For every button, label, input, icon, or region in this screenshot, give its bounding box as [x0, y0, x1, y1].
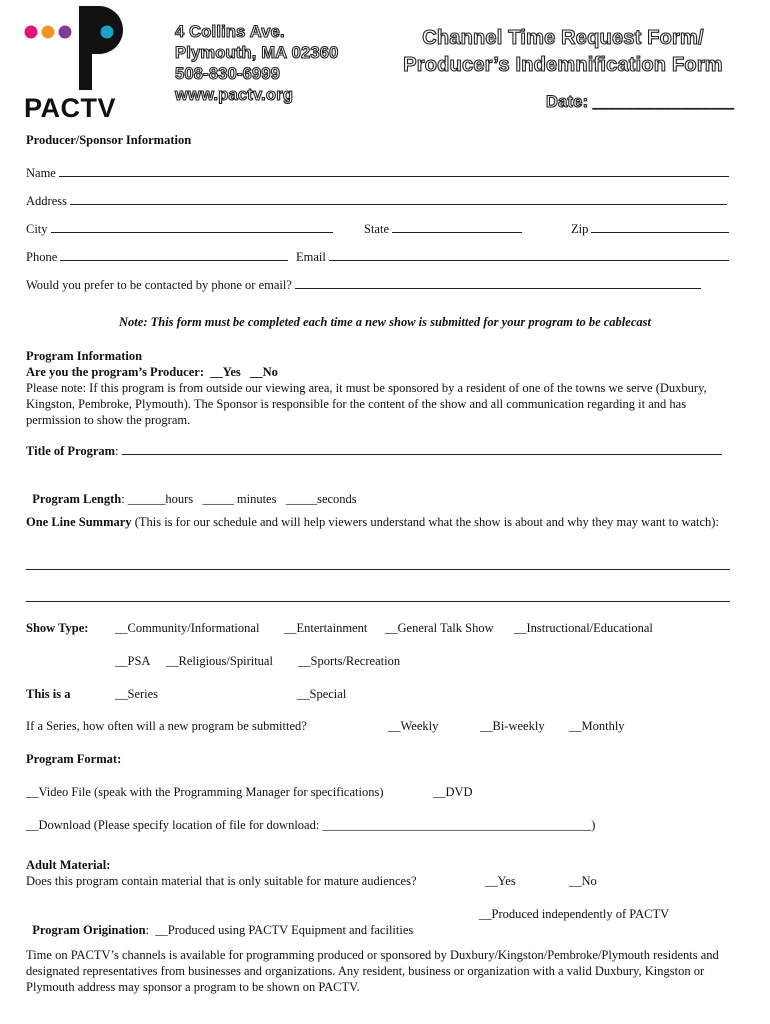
show-type-community[interactable]: __Community/Informational: [115, 621, 260, 635]
frequency-question: If a Series, how often will a new program be submitted?: [26, 719, 307, 733]
this-is-series[interactable]: __Series: [115, 687, 159, 701]
city-field[interactable]: [26, 221, 333, 237]
logo-wordmark: PACTV: [24, 93, 117, 123]
show-type-psa[interactable]: __PSA: [115, 654, 151, 668]
state-label: State: [364, 222, 389, 236]
logo-dot-orange: [42, 26, 55, 39]
zip-label: Zip: [571, 222, 589, 236]
program-format-label: Program Format:: [26, 752, 122, 766]
this-is-special[interactable]: __Special: [297, 687, 347, 701]
phone-label: Phone: [26, 250, 58, 264]
email-line[interactable]: [329, 249, 729, 261]
format-download[interactable]: __Download (Please specify location of file for download: ___________________________________________): [26, 818, 596, 832]
program-length-inputs[interactable]: : ______hours _____ minutes _____seconds: [121, 492, 357, 506]
logo-dot-pink: [25, 26, 38, 39]
logo-dot-blue: [101, 26, 114, 39]
address-field[interactable]: [26, 193, 727, 209]
show-type-entertainment[interactable]: __Entertainment: [284, 621, 368, 635]
program-length-field[interactable]: [26, 475, 357, 507]
program-title-field[interactable]: Title of Program:: [26, 443, 722, 459]
cablecast-note: Note: This form must be completed each time a new show is submitted for your program to be cablecast: [119, 315, 651, 329]
origination-independent[interactable]: __Produced independently of PACTV: [479, 907, 670, 921]
footer-paragraph: Time on PACTV’s channels is available for programming produced or sponsored by Duxbury/Kingston/Pembroke/Plymouth residents and designated representatives from businesses and organizations. Any resident, business or organization with a valid Duxbury, Kingston or Plymouth address may sponsor a program to be shown on PACTV.: [26, 948, 719, 994]
producer-question[interactable]: Are you the program’s Producer: __Yes __No: [26, 365, 278, 379]
origination-field[interactable]: [26, 906, 413, 938]
contact-street: 4 Collins Ave.: [175, 23, 285, 41]
summary-label: One Line Summary: [26, 515, 132, 529]
form-title-line1: Channel Time Request Form/: [422, 27, 704, 49]
form-title-line2: Producer’s Indemnification Form: [403, 54, 723, 76]
frequency-weekly[interactable]: __Weekly: [388, 719, 439, 733]
summary-line-2[interactable]: [26, 601, 730, 602]
contact-website: www.pactv.org: [175, 86, 294, 104]
form-title: [398, 25, 728, 79]
adult-material-no[interactable]: __No: [569, 874, 597, 888]
show-type-label: Show Type:: [26, 621, 89, 635]
logo-mark: [24, 6, 134, 96]
phone-field[interactable]: [26, 249, 288, 265]
format-dvd[interactable]: __DVD: [433, 785, 473, 799]
name-field[interactable]: [26, 165, 729, 181]
program-heading: Program Information: [26, 349, 143, 363]
origination-pactv[interactable]: : __Produced using PACTV Equipment and facilities: [145, 923, 414, 937]
summary-line-1[interactable]: [26, 569, 730, 570]
phone-line[interactable]: [60, 249, 288, 261]
state-line[interactable]: [392, 221, 522, 233]
address-label: Address: [26, 194, 67, 208]
name-label: Name: [26, 166, 56, 180]
show-type-talk[interactable]: __General Talk Show: [385, 621, 494, 635]
adult-material-yes[interactable]: __Yes: [485, 874, 516, 888]
show-type-instructional[interactable]: __Instructional/Educational: [514, 621, 653, 635]
contact-preference-label: Would you prefer to be contacted by phone or email?: [26, 278, 292, 292]
contact-block: [175, 22, 338, 106]
producer-heading: Producer/Sponsor Information: [26, 133, 192, 147]
frequency-monthly[interactable]: __Monthly: [569, 719, 625, 733]
city-label: City: [26, 222, 48, 236]
adult-material-question: Does this program contain material that is only suitable for mature audiences?: [26, 874, 417, 888]
date-field[interactable]: Date: _______________: [546, 93, 734, 111]
name-line[interactable]: [59, 165, 729, 177]
address-line[interactable]: [70, 193, 727, 205]
format-video-file[interactable]: __Video File (speak with the Programming Manager for specifications): [26, 785, 384, 799]
zip-line[interactable]: [591, 221, 729, 233]
contact-city: Plymouth, MA 02360: [175, 44, 339, 62]
adult-material-label: Adult Material:: [26, 858, 111, 872]
logo-dot-purple: [59, 26, 72, 39]
this-is-label: This is a: [26, 687, 71, 701]
show-type-sports[interactable]: __Sports/Recreation: [298, 654, 401, 668]
origination-label: Program Origination: [32, 923, 146, 937]
show-type-religious[interactable]: __Religious/Spiritual: [166, 654, 273, 668]
contact-preference-line[interactable]: [295, 277, 701, 289]
summary-field: [26, 514, 741, 530]
email-field[interactable]: [296, 249, 729, 265]
sponsor-note: Please note: If this program is from outside our viewing area, it must be sponsored by a resident of one of the towns we serve (Duxbury, Kingston, Pembroke, Plymouth). The Sponsor is responsible for the content of the show and all communication regarding it and has permission to show the program.: [26, 381, 707, 427]
city-line[interactable]: [51, 221, 333, 233]
summary-hint: (This is for our schedule and will help viewers understand what the show is about and why they may want to watch):: [131, 515, 719, 529]
pactv-logo: [24, 6, 134, 122]
contact-phone: 508-830-6999: [175, 65, 281, 83]
zip-field[interactable]: [571, 221, 729, 237]
state-field[interactable]: [364, 221, 522, 237]
program-length-label: Program Length: [32, 492, 122, 506]
program-title-label: Title of Program: [26, 444, 116, 458]
email-label: Email: [296, 250, 326, 264]
frequency-biweekly[interactable]: __Bi-weekly: [480, 719, 545, 733]
program-title-line[interactable]: [122, 443, 722, 455]
contact-preference-field[interactable]: [26, 277, 701, 293]
